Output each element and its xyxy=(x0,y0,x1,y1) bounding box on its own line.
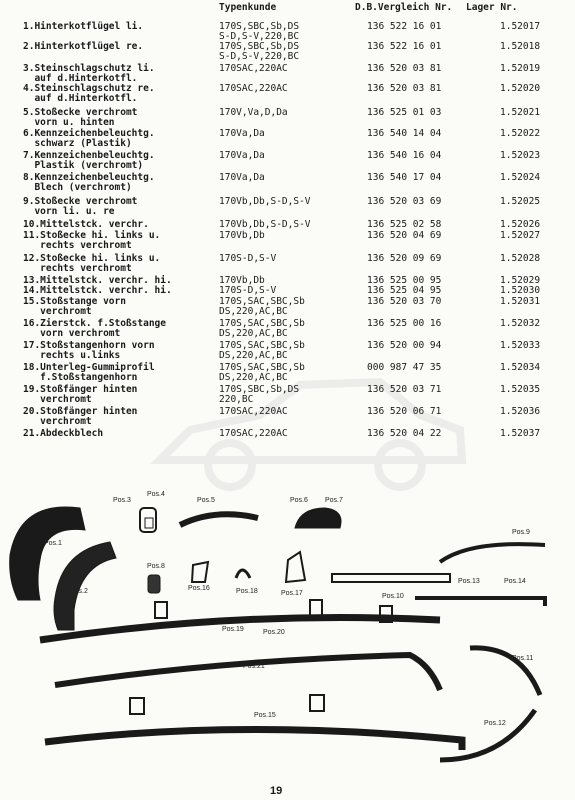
pos-label-10: Pos.10 xyxy=(382,593,404,600)
pos-label-8: Pos.8 xyxy=(147,563,165,570)
header-lager: Lager Nr. xyxy=(466,2,518,13)
cell-lager: 1.52024 xyxy=(500,172,541,183)
cell-lager: 1.52020 xyxy=(500,83,541,94)
cell-type: 170S,SBC,Sb,DS 220,BC xyxy=(219,384,300,405)
cell-db: 136 525 01 03 xyxy=(367,107,442,118)
cell-name: 18.Unterleg-Gummiprofil f.Stoßstangenhorn xyxy=(23,362,155,383)
cell-db: 136 522 16 01 xyxy=(367,21,442,32)
pos-label-12: Pos.12 xyxy=(484,720,506,727)
table-row xyxy=(0,197,575,217)
pos-label-2: Pos.2 xyxy=(70,588,88,595)
cell-name: 8.Kennzeichenbeleuchtg. Blech (verchromt) xyxy=(23,172,155,193)
cell-type: 170S,SBC,Sb,DS S-D,S-V,220,BC xyxy=(219,21,300,42)
cell-lager: 1.52037 xyxy=(500,428,541,439)
cell-type: 170S,SAC,SBC,Sb DS,220,AC,BC xyxy=(219,340,305,361)
cell-db: 136 522 16 01 xyxy=(367,41,442,52)
cell-db: 136 525 04 95 xyxy=(367,285,442,296)
cell-name: 3.Steinschlagschutz li. auf d.Hinterkotfl. xyxy=(23,63,155,84)
table-row xyxy=(0,108,575,128)
part-trim xyxy=(192,562,208,582)
cell-name: 9.Stoßecke verchromt vorn li. u. re xyxy=(23,196,138,217)
cell-lager: 1.52022 xyxy=(500,128,541,139)
cell-type: 170Vb,Db xyxy=(219,275,265,286)
cell-lager: 1.52025 xyxy=(500,196,541,207)
pos-label-14: Pos.14 xyxy=(504,578,526,585)
table-row xyxy=(0,254,575,274)
pos-label-1: Pos.1 xyxy=(44,540,62,547)
part-rubber xyxy=(236,570,250,578)
pos-label-15: Pos.15 xyxy=(254,712,276,719)
cell-db: 136 520 06 71 xyxy=(367,406,442,417)
cell-lager: 1.52023 xyxy=(500,150,541,161)
cell-db: 136 540 16 04 xyxy=(367,150,442,161)
cell-name: 16.Zierstck. f.Stoßstange vorn verchromt xyxy=(23,318,166,339)
cell-type: 170S,SAC,SBC,Sb DS,220,AC,BC xyxy=(219,362,305,383)
table-row xyxy=(0,173,575,193)
cell-type: 170V,Va,D,Da xyxy=(219,107,288,118)
pos-label-4: Pos.4 xyxy=(147,491,165,498)
cell-lager: 1.52032 xyxy=(500,318,541,329)
part-horn xyxy=(286,552,305,582)
parts-illustration xyxy=(0,480,575,780)
cell-type: 170SAC,220AC xyxy=(219,428,288,439)
cell-db: 136 525 02 58 xyxy=(367,219,442,230)
pos-label-20: Pos.20 xyxy=(263,629,285,636)
pos-label-11: Pos.11 xyxy=(512,655,534,662)
cell-db: 136 520 03 81 xyxy=(367,63,442,74)
cell-name: 1.Hinterkotflügel li. xyxy=(23,21,144,32)
cell-db: 000 987 47 35 xyxy=(367,362,442,373)
cell-type: 170SAC,220AC xyxy=(219,63,288,74)
pos-label-5: Pos.5 xyxy=(197,497,215,504)
cell-lager: 1.52021 xyxy=(500,107,541,118)
cell-lager: 1.52018 xyxy=(500,41,541,52)
cell-name: 5.Stoßecke verchromt vorn u. hinten xyxy=(23,107,138,128)
cell-type: 170S,SAC,SBC,Sb DS,220,AC,BC xyxy=(219,318,305,339)
cell-name: 14.Mittelstck. verchr. hi. xyxy=(23,285,172,296)
cell-name: 4.Steinschlagschutz re. auf d.Hinterkotfl. xyxy=(23,83,155,104)
cell-type: 170S,SAC,SBC,Sb DS,220,AC,BC xyxy=(219,296,305,317)
cell-lager: 1.52028 xyxy=(500,253,541,264)
pos-label-3: Pos.3 xyxy=(113,497,131,504)
cell-lager: 1.52036 xyxy=(500,406,541,417)
cell-lager: 1.52030 xyxy=(500,285,541,296)
cell-name: 20.Stoßfänger hinten verchromt xyxy=(23,406,138,427)
cell-db: 136 520 04 22 xyxy=(367,428,442,439)
table-row xyxy=(0,129,575,149)
pos-label-19: Pos.19 xyxy=(222,626,244,633)
cell-name: 19.Stoßfänger hinten verchromt xyxy=(23,384,138,405)
cell-name: 12.Stoßecke hi. links u. rechts verchromt xyxy=(23,253,161,274)
cell-name: 13.Mittelstck. verchr. hi. xyxy=(23,275,172,286)
cell-type: 170Vb,Db xyxy=(219,230,265,241)
table-row xyxy=(0,385,575,405)
part-plate-light-blech xyxy=(148,575,160,593)
part-stone-guard-2 xyxy=(145,518,153,528)
table-row xyxy=(0,429,575,449)
cell-name: 6.Kennzeichenbeleuchtg. schwarz (Plastik) xyxy=(23,128,155,149)
part-plate-light xyxy=(295,508,341,528)
page-number: 19 xyxy=(270,785,283,797)
part-center-piece-2 xyxy=(415,598,545,606)
cell-lager: 1.52031 xyxy=(500,296,541,307)
cell-name: 11.Stoßecke hi. links u. rechts verchromt xyxy=(23,230,161,251)
cell-db: 136 525 00 95 xyxy=(367,275,442,286)
cell-db: 136 540 14 04 xyxy=(367,128,442,139)
cell-type: 170S-D,S-V xyxy=(219,285,277,296)
cell-lager: 1.52029 xyxy=(500,275,541,286)
cell-type: 170S,SBC,Sb,DS S-D,S-V,220,BC xyxy=(219,41,300,62)
cell-lager: 1.52019 xyxy=(500,63,541,74)
table-row xyxy=(0,231,575,251)
table-row xyxy=(0,319,575,339)
cell-name: 10.Mittelstck. verchr. xyxy=(23,219,149,230)
part-corner-rear xyxy=(440,544,545,562)
table-row xyxy=(0,42,575,62)
cell-db: 136 520 04 69 xyxy=(367,230,442,241)
pos-label-7: Pos.7 xyxy=(325,497,343,504)
cell-db: 136 520 00 94 xyxy=(367,340,442,351)
cell-name: 21.Abdeckblech xyxy=(23,428,104,439)
cell-lager: 1.52026 xyxy=(500,219,541,230)
cell-type: 170Vb,Db,S-D,S-V xyxy=(219,219,311,230)
pos-label-18: Pos.18 xyxy=(236,588,258,595)
cell-type: 170SAC,220AC xyxy=(219,406,288,417)
cell-name: 2.Hinterkotflügel re. xyxy=(23,41,144,52)
cell-db: 136 520 09 69 xyxy=(367,253,442,264)
cell-db: 136 520 03 81 xyxy=(367,83,442,94)
cell-lager: 1.52027 xyxy=(500,230,541,241)
table-row xyxy=(0,151,575,171)
table-row xyxy=(0,407,575,427)
cell-type: 170S-D,S-V xyxy=(219,253,277,264)
table-row xyxy=(0,22,575,42)
pos-label-13: Pos.13 xyxy=(458,578,480,585)
cell-lager: 1.52034 xyxy=(500,362,541,373)
header-db-vergleich: D.B.Vergleich Nr. xyxy=(355,2,453,13)
table-row xyxy=(0,64,575,84)
cell-lager: 1.52033 xyxy=(500,340,541,351)
part-fender-right xyxy=(54,542,116,630)
cell-db: 136 520 03 71 xyxy=(367,384,442,395)
pos-label-9: Pos.9 xyxy=(512,529,530,536)
table-row xyxy=(0,297,575,317)
cell-type: 170SAC,220AC xyxy=(219,83,288,94)
pos-label-6: Pos.6 xyxy=(290,497,308,504)
part-front-bumper xyxy=(45,729,462,750)
cell-lager: 1.52035 xyxy=(500,384,541,395)
cell-db: 136 540 17 04 xyxy=(367,172,442,183)
pos-label-21: Pos.21 xyxy=(243,663,265,670)
pos-label-17: Pos.17 xyxy=(281,590,303,597)
part-center-piece xyxy=(332,574,450,582)
cell-type: 170Vb,Db,S-D,S-V xyxy=(219,196,311,207)
pos-label-16: Pos.16 xyxy=(188,585,210,592)
header-typenkunde: Typenkunde xyxy=(219,2,277,13)
cell-db: 136 520 03 69 xyxy=(367,196,442,207)
cell-db: 136 520 03 70 xyxy=(367,296,442,307)
cell-name: 15.Stoßstange vorn verchromt xyxy=(23,296,126,317)
cell-type: 170Va,Da xyxy=(219,172,265,183)
table-row xyxy=(0,363,575,383)
part-corner-12 xyxy=(440,710,535,760)
cell-type: 170Va,Da xyxy=(219,150,265,161)
cell-name: 7.Kennzeichenbeleuchtg. Plastik (verchromt) xyxy=(23,150,155,171)
cell-lager: 1.52017 xyxy=(500,21,541,32)
cell-name: 17.Stoßstangenhorn vorn rechts u.links xyxy=(23,340,155,361)
table-row xyxy=(0,84,575,104)
part-cover-plate xyxy=(55,655,440,690)
part-corner xyxy=(180,514,258,525)
cell-db: 136 525 00 16 xyxy=(367,318,442,329)
cell-type: 170Va,Da xyxy=(219,128,265,139)
table-row xyxy=(0,341,575,361)
